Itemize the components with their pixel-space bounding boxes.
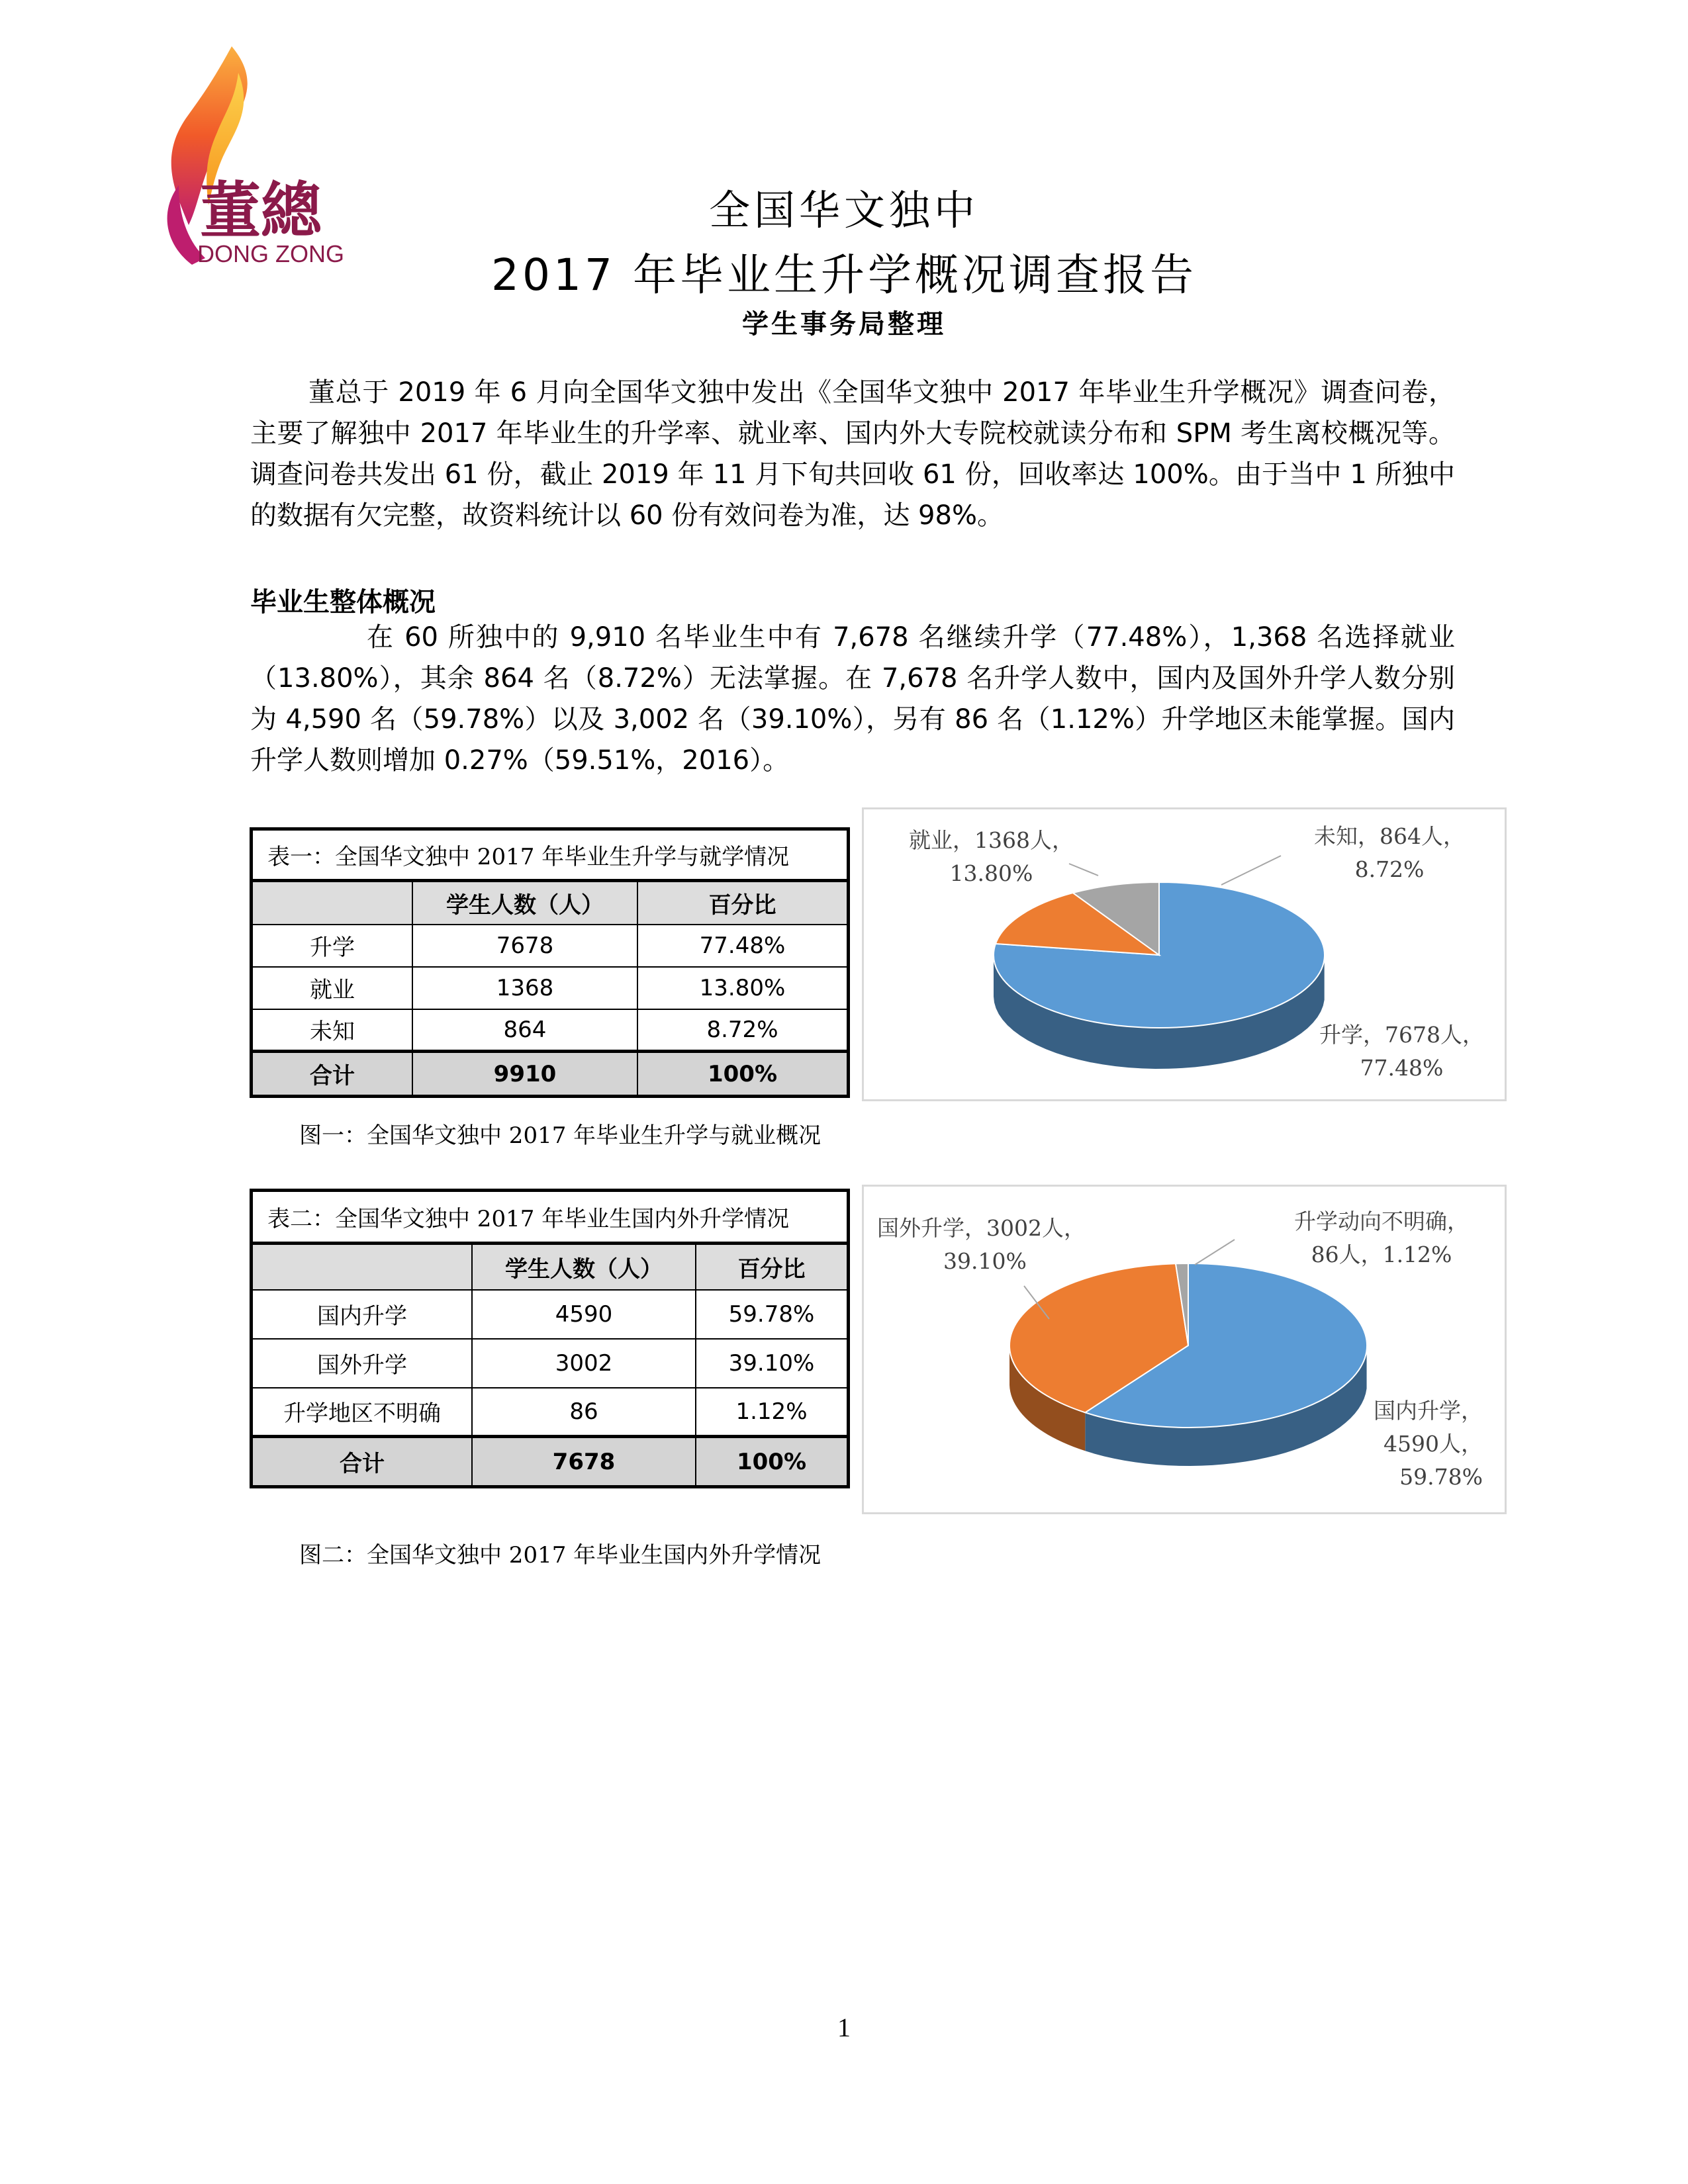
pie-chart-destination	[862, 1185, 1507, 1514]
pie-label-local: 国内升学， 4590人， 59.78%	[1374, 1398, 1483, 1490]
document-title-line1: 全国华文独中	[708, 186, 979, 234]
table-study-destination	[250, 1189, 850, 1488]
dong-zong-logo	[139, 46, 364, 271]
table-cell: 就业	[252, 967, 413, 1009]
leader-line	[1221, 856, 1281, 885]
table-row	[252, 1290, 849, 1339]
table-cell: 国外升学	[252, 1339, 473, 1388]
table-header-cell: 学生人数（人）	[472, 1244, 696, 1290]
table-cell: 未知	[252, 1009, 413, 1052]
section-paragraph: 在 60 所独中的 9,910 名毕业生中有 7,678 名继续升学（77.48%），1,368 名选择就业（13.80%），其余 864 名（8.72%）无法掌握。在 7,678 名升学人数中，国内及国外升学人数分别为 4,590 名（59.78%）以及 3,002 名（39.10%），另有 86 名（1.12%）升学地区未能掌握。国内升学人数则增加 0.27%（59.51%，2016）。	[250, 622, 1455, 776]
table-cell: 13.80%	[637, 967, 849, 1009]
table-cell: 59.78%	[696, 1290, 849, 1339]
pie-label-employment: 就业，1368人， 13.80%	[909, 827, 1074, 886]
table-cell: 合计	[252, 1052, 413, 1097]
table-cell: 4590	[472, 1290, 696, 1339]
table-header-cell: 学生人数（人）	[412, 881, 637, 925]
document-subtitle: 学生事务局整理	[742, 308, 946, 340]
table-row	[252, 1388, 849, 1437]
leader-line	[1195, 1240, 1235, 1265]
table-cell: 100%	[696, 1437, 849, 1487]
table-total-row	[252, 1437, 849, 1487]
table-cell: 1368	[412, 967, 637, 1009]
pie-label-undetermined: 升学动向不明确， 86人，1.12%	[1294, 1208, 1469, 1267]
logo-subtitle: DONG ZONG	[197, 240, 344, 267]
figure-caption: 图二：全国华文独中 2017 年毕业生国内外升学情况	[299, 1542, 821, 1569]
figure-caption: 图一：全国华文独中 2017 年毕业生升学与就业概况	[299, 1122, 821, 1149]
table-cell: 8.72%	[637, 1009, 849, 1052]
table-row	[252, 925, 849, 967]
pie-label-unknown: 未知，864人， 8.72%	[1314, 823, 1465, 882]
table-cell: 100%	[637, 1052, 849, 1097]
table-cell: 86	[472, 1388, 696, 1437]
page-number: 1	[837, 2013, 851, 2042]
table-row	[252, 1339, 849, 1388]
table-graduate-outcomes	[250, 827, 850, 1098]
table-cell: 77.48%	[637, 925, 849, 967]
document-title-line2: 2017 年毕业生升学概况调查报告	[491, 250, 1197, 300]
table-cell: 升学地区不明确	[252, 1388, 473, 1437]
table-cell: 合计	[252, 1437, 473, 1487]
pie-label-further-study: 升学，7678人， 77.48%	[1319, 1022, 1484, 1081]
table-header-cell: 百分比	[696, 1244, 849, 1290]
logo-name: 董總	[200, 175, 322, 246]
table-header-cell: 百分比	[637, 881, 849, 925]
table-cell: 7678	[412, 925, 637, 967]
table-cell: 1.12%	[696, 1388, 849, 1437]
table-cell: 864	[412, 1009, 637, 1052]
table-total-row	[252, 1052, 849, 1097]
section-heading: 毕业生整体概况	[250, 586, 436, 617]
table-cell: 国内升学	[252, 1290, 473, 1339]
table-header-cell	[252, 881, 413, 925]
table-cell: 升学	[252, 925, 413, 967]
pie-label-overseas: 国外升学，3002人， 39.10%	[877, 1215, 1086, 1274]
table-caption: 表二：全国华文独中 2017 年毕业生国内外升学情况	[252, 1191, 849, 1244]
table-row	[252, 967, 849, 1009]
table-row	[252, 1009, 849, 1052]
table-cell: 3002	[472, 1339, 696, 1388]
table-caption: 表一：全国华文独中 2017 年毕业生升学与就学情况	[252, 829, 849, 881]
pie-chart-outcomes	[862, 807, 1507, 1101]
table-cell: 7678	[472, 1437, 696, 1487]
table-header-cell	[252, 1244, 473, 1290]
table-cell: 39.10%	[696, 1339, 849, 1388]
table-cell: 9910	[412, 1052, 637, 1097]
intro-paragraph: 董总于 2019 年 6 月向全国华文独中发出《全国华文独中 2017 年毕业生升学概况》调查问卷，主要了解独中 2017 年毕业生的升学率、就业率、国内外大专院校就读分布和 SPM 考生离校概况等。调查问卷共发出 61 份，截止 2019 年 11 月下旬共回收 61 份，回收率达 100%。由于当中 1 所独中的数据有欠完整，故资料统计以 60 份有效问卷为准，达 98%。	[250, 377, 1455, 531]
